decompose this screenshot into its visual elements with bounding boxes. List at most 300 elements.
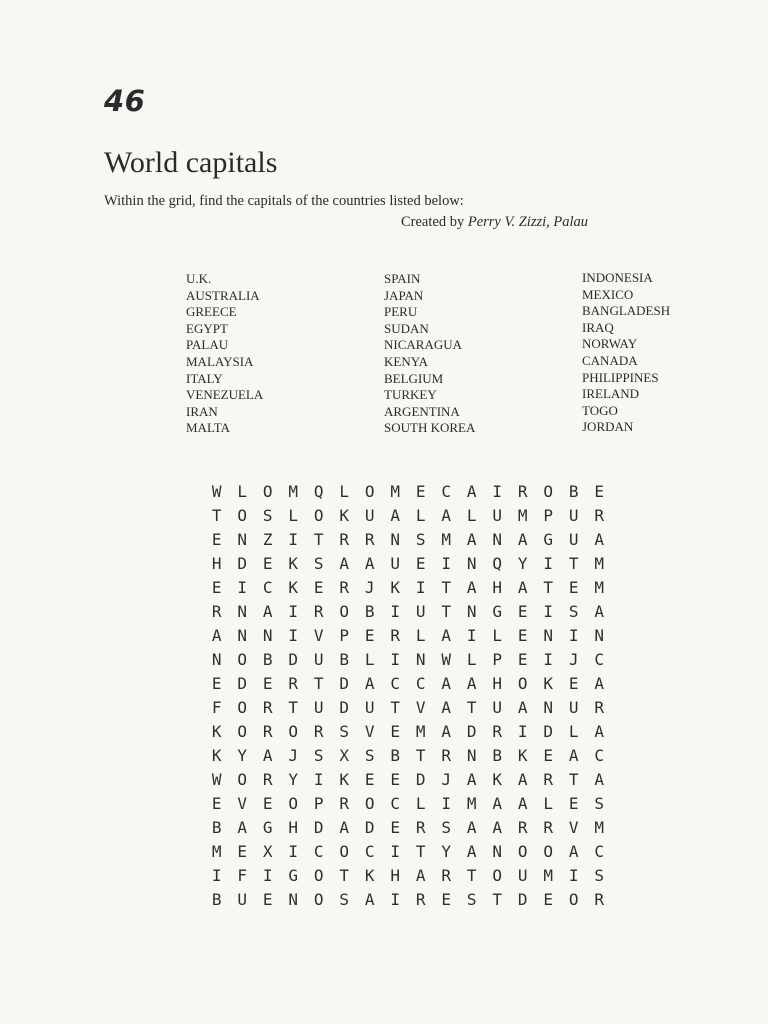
- grid-letter: N: [466, 602, 477, 621]
- grid-letter: R: [594, 890, 605, 909]
- grid-letter: T: [568, 770, 579, 789]
- grid-letter: K: [390, 578, 401, 597]
- grid-letter: R: [492, 722, 503, 741]
- grid-letter: U: [237, 890, 248, 909]
- grid-letter: R: [262, 722, 273, 741]
- grid-letter: J: [568, 650, 579, 669]
- grid-letter: E: [211, 794, 222, 813]
- grid-letter: E: [313, 578, 324, 597]
- grid-letter: I: [466, 626, 477, 645]
- grid-letter: R: [339, 578, 350, 597]
- grid-letter: I: [492, 482, 503, 501]
- grid-letter: C: [594, 746, 605, 765]
- credit-author: Perry V. Zizzi, Palau: [467, 214, 589, 230]
- grid-row: [204, 816, 612, 840]
- grid-row: [204, 624, 612, 648]
- grid-letter: V: [568, 818, 579, 837]
- grid-letter: P: [543, 506, 554, 525]
- grid-row: [204, 888, 612, 912]
- grid-letter: O: [313, 890, 324, 909]
- grid-letter: A: [492, 818, 503, 837]
- grid-letter: I: [415, 578, 426, 597]
- grid-letter: Q: [492, 554, 503, 573]
- country-item: IRAN: [186, 403, 218, 419]
- grid-letter: I: [390, 842, 401, 861]
- credit-prefix: Created by: [401, 214, 465, 230]
- grid-letter: M: [390, 482, 401, 501]
- grid-letter: V: [364, 722, 375, 741]
- grid-letter: H: [492, 674, 503, 693]
- grid-letter: E: [543, 890, 554, 909]
- grid-letter: T: [313, 530, 324, 549]
- country-item: IRELAND: [582, 386, 640, 402]
- grid-letter: B: [492, 746, 503, 765]
- grid-letter: R: [415, 890, 426, 909]
- grid-letter: A: [390, 506, 401, 525]
- grid-letter: O: [517, 842, 528, 861]
- grid-letter: I: [237, 578, 248, 597]
- credit-line: [401, 214, 588, 231]
- grid-letter: H: [492, 578, 503, 597]
- grid-letter: T: [568, 554, 579, 573]
- grid-letter: Y: [237, 746, 248, 765]
- word-search-grid: [204, 480, 612, 912]
- grid-letter: K: [517, 746, 528, 765]
- grid-letter: O: [543, 482, 554, 501]
- grid-letter: E: [364, 626, 375, 645]
- grid-letter: H: [288, 818, 299, 837]
- country-item: SOUTH KOREA: [384, 420, 476, 436]
- grid-letter: A: [415, 866, 426, 885]
- grid-letter: Y: [288, 770, 299, 789]
- grid-letter: E: [517, 602, 528, 621]
- grid-letter: X: [339, 746, 350, 765]
- grid-letter: D: [288, 650, 299, 669]
- grid-letter: M: [517, 506, 528, 525]
- grid-letter: L: [415, 506, 426, 525]
- grid-letter: T: [441, 578, 452, 597]
- country-list-column-1: [186, 271, 263, 437]
- grid-letter: I: [288, 602, 299, 621]
- grid-letter: N: [390, 530, 401, 549]
- grid-letter: T: [339, 866, 350, 885]
- grid-letter: U: [568, 530, 579, 549]
- country-item: NORWAY: [582, 336, 638, 352]
- grid-letter: R: [313, 602, 324, 621]
- grid-letter: T: [543, 578, 554, 597]
- grid-letter: U: [390, 554, 401, 573]
- grid-letter: L: [237, 482, 248, 501]
- grid-letter: H: [390, 866, 401, 885]
- instructions-text: Within the grid, find the capitals of the countries listed below:: [104, 193, 464, 209]
- grid-letter: I: [441, 794, 452, 813]
- grid-letter: E: [262, 674, 273, 693]
- grid-letter: A: [364, 674, 375, 693]
- grid-letter: M: [415, 722, 426, 741]
- grid-row: [204, 672, 612, 696]
- grid-letter: A: [466, 578, 477, 597]
- grid-letter: T: [466, 698, 477, 717]
- grid-letter: I: [441, 554, 452, 573]
- grid-letter: A: [466, 842, 477, 861]
- grid-letter: O: [237, 698, 248, 717]
- grid-letter: A: [594, 770, 605, 789]
- grid-letter: S: [262, 506, 273, 525]
- grid-letter: A: [568, 746, 579, 765]
- grid-letter: U: [313, 698, 324, 717]
- country-item: IRAQ: [582, 319, 614, 335]
- grid-row: [204, 840, 612, 864]
- grid-letter: R: [594, 698, 605, 717]
- country-item: MALTA: [186, 420, 230, 436]
- country-item: VENEZUELA: [186, 387, 264, 403]
- grid-letter: R: [517, 818, 528, 837]
- country-item: TURKEY: [384, 387, 437, 403]
- grid-letter: V: [237, 794, 248, 813]
- grid-letter: J: [364, 578, 375, 597]
- grid-letter: E: [517, 650, 528, 669]
- grid-letter: U: [568, 506, 579, 525]
- grid-letter: A: [262, 602, 273, 621]
- grid-letter: L: [339, 482, 350, 501]
- grid-letter: A: [568, 842, 579, 861]
- grid-row: [204, 744, 612, 768]
- grid-letter: S: [441, 818, 452, 837]
- grid-letter: L: [415, 626, 426, 645]
- grid-letter: C: [262, 578, 273, 597]
- grid-letter: I: [568, 866, 579, 885]
- grid-letter: O: [288, 794, 299, 813]
- country-item: GREECE: [186, 304, 237, 320]
- grid-letter: O: [313, 866, 324, 885]
- grid-letter: U: [517, 866, 528, 885]
- grid-letter: G: [492, 602, 503, 621]
- grid-letter: U: [492, 698, 503, 717]
- grid-letter: G: [262, 818, 273, 837]
- grid-letter: D: [466, 722, 477, 741]
- grid-letter: I: [288, 842, 299, 861]
- grid-letter: S: [339, 722, 350, 741]
- country-item: JORDAN: [582, 419, 634, 435]
- grid-letter: N: [543, 626, 554, 645]
- grid-row: [204, 552, 612, 576]
- grid-letter: N: [237, 530, 248, 549]
- grid-letter: M: [288, 482, 299, 501]
- grid-letter: S: [466, 890, 477, 909]
- grid-letter: N: [492, 530, 503, 549]
- grid-letter: A: [466, 482, 477, 501]
- grid-letter: R: [262, 698, 273, 717]
- grid-letter: N: [594, 626, 605, 645]
- grid-letter: C: [313, 842, 324, 861]
- country-item: CANADA: [582, 352, 638, 368]
- grid-letter: R: [441, 746, 452, 765]
- grid-letter: B: [211, 890, 222, 909]
- grid-letter: S: [594, 794, 605, 813]
- grid-letter: U: [492, 506, 503, 525]
- grid-letter: B: [364, 602, 375, 621]
- grid-letter: A: [517, 698, 528, 717]
- grid-letter: N: [262, 626, 273, 645]
- grid-letter: C: [594, 650, 605, 669]
- grid-letter: I: [288, 530, 299, 549]
- grid-letter: T: [211, 506, 222, 525]
- grid-letter: R: [211, 602, 222, 621]
- grid-letter: L: [364, 650, 375, 669]
- grid-letter: U: [313, 650, 324, 669]
- grid-letter: O: [364, 794, 375, 813]
- grid-letter: D: [339, 698, 350, 717]
- grid-letter: I: [543, 554, 554, 573]
- grid-letter: E: [364, 770, 375, 789]
- grid-letter: A: [594, 722, 605, 741]
- grid-letter: N: [466, 746, 477, 765]
- grid-letter: A: [441, 722, 452, 741]
- grid-letter: C: [390, 794, 401, 813]
- grid-letter: R: [517, 482, 528, 501]
- grid-letter: E: [211, 578, 222, 597]
- grid-letter: A: [364, 554, 375, 573]
- grid-letter: K: [211, 722, 222, 741]
- grid-letter: O: [288, 722, 299, 741]
- country-item: ARGENTINA: [384, 403, 460, 419]
- grid-letter: O: [313, 506, 324, 525]
- country-item: MEXICO: [582, 286, 634, 302]
- grid-letter: Z: [262, 530, 273, 549]
- grid-letter: D: [313, 818, 324, 837]
- grid-letter: A: [364, 890, 375, 909]
- grid-letter: B: [390, 746, 401, 765]
- grid-letter: W: [211, 482, 222, 501]
- grid-row: [204, 696, 612, 720]
- grid-letter: O: [262, 482, 273, 501]
- grid-letter: T: [441, 602, 452, 621]
- grid-letter: L: [543, 794, 554, 813]
- grid-letter: K: [543, 674, 554, 693]
- grid-letter: A: [262, 746, 273, 765]
- grid-letter: M: [594, 578, 605, 597]
- grid-letter: B: [211, 818, 222, 837]
- grid-letter: N: [211, 650, 222, 669]
- grid-letter: A: [441, 674, 452, 693]
- grid-letter: M: [594, 554, 605, 573]
- grid-letter: R: [364, 530, 375, 549]
- grid-letter: N: [288, 890, 299, 909]
- grid-letter: U: [364, 698, 375, 717]
- grid-letter: O: [543, 842, 554, 861]
- grid-letter: S: [339, 890, 350, 909]
- grid-letter: A: [517, 770, 528, 789]
- grid-letter: E: [237, 842, 248, 861]
- grid-letter: K: [288, 578, 299, 597]
- grid-letter: R: [415, 818, 426, 837]
- grid-letter: L: [466, 506, 477, 525]
- grid-letter: M: [211, 842, 222, 861]
- grid-letter: P: [313, 794, 324, 813]
- grid-letter: A: [339, 818, 350, 837]
- grid-letter: E: [415, 554, 426, 573]
- grid-letter: M: [466, 794, 477, 813]
- grid-letter: A: [594, 674, 605, 693]
- country-item: ITALY: [186, 370, 223, 386]
- grid-row: [204, 528, 612, 552]
- grid-letter: W: [441, 650, 452, 669]
- grid-letter: E: [543, 746, 554, 765]
- page-title: World capitals: [104, 146, 278, 179]
- grid-letter: A: [441, 626, 452, 645]
- grid-letter: B: [339, 650, 350, 669]
- grid-row: [204, 792, 612, 816]
- grid-letter: O: [492, 866, 503, 885]
- grid-letter: C: [390, 674, 401, 693]
- grid-letter: I: [390, 602, 401, 621]
- grid-letter: D: [339, 674, 350, 693]
- grid-row: [204, 864, 612, 888]
- grid-letter: E: [390, 722, 401, 741]
- grid-letter: L: [492, 626, 503, 645]
- country-item: NICARAGUA: [384, 337, 462, 353]
- grid-letter: I: [543, 650, 554, 669]
- country-list-column-3: [582, 270, 670, 436]
- grid-letter: E: [568, 794, 579, 813]
- grid-letter: R: [262, 770, 273, 789]
- grid-letter: O: [237, 506, 248, 525]
- grid-letter: Y: [441, 842, 452, 861]
- grid-letter: T: [390, 698, 401, 717]
- grid-letter: L: [466, 650, 477, 669]
- grid-letter: S: [313, 554, 324, 573]
- grid-letter: V: [313, 626, 324, 645]
- grid-letter: K: [339, 506, 350, 525]
- grid-letter: G: [543, 530, 554, 549]
- grid-letter: A: [211, 626, 222, 645]
- country-item: AUSTRALIA: [186, 287, 260, 303]
- grid-letter: R: [441, 866, 452, 885]
- grid-letter: I: [211, 866, 222, 885]
- grid-row: [204, 480, 612, 504]
- grid-letter: O: [339, 602, 350, 621]
- grid-letter: D: [415, 770, 426, 789]
- country-item: PALAU: [186, 337, 229, 353]
- grid-letter: X: [262, 842, 273, 861]
- grid-letter: M: [441, 530, 452, 549]
- grid-letter: L: [415, 794, 426, 813]
- country-item: KENYA: [384, 353, 429, 369]
- grid-letter: D: [517, 890, 528, 909]
- grid-letter: I: [313, 770, 324, 789]
- grid-letter: O: [568, 890, 579, 909]
- grid-row: [204, 576, 612, 600]
- grid-letter: A: [594, 530, 605, 549]
- grid-letter: O: [237, 722, 248, 741]
- country-item: U.K.: [186, 271, 212, 286]
- grid-letter: Y: [517, 554, 528, 573]
- grid-letter: A: [466, 770, 477, 789]
- grid-letter: I: [262, 866, 273, 885]
- grid-letter: A: [441, 698, 452, 717]
- grid-letter: U: [568, 698, 579, 717]
- grid-letter: T: [415, 746, 426, 765]
- grid-letter: O: [339, 842, 350, 861]
- grid-letter: E: [594, 482, 605, 501]
- grid-letter: T: [492, 890, 503, 909]
- grid-letter: H: [211, 554, 222, 573]
- grid-letter: S: [415, 530, 426, 549]
- grid-letter: C: [594, 842, 605, 861]
- grid-letter: A: [466, 674, 477, 693]
- grid-letter: A: [492, 794, 503, 813]
- grid-letter: K: [211, 746, 222, 765]
- grid-letter: R: [390, 626, 401, 645]
- grid-letter: I: [517, 722, 528, 741]
- grid-letter: N: [492, 842, 503, 861]
- grid-letter: E: [211, 530, 222, 549]
- grid-letter: T: [313, 674, 324, 693]
- country-item: PERU: [384, 304, 418, 320]
- country-item: EGYPT: [186, 320, 228, 336]
- grid-letter: N: [237, 626, 248, 645]
- grid-letter: I: [390, 890, 401, 909]
- grid-letter: D: [237, 674, 248, 693]
- grid-letter: N: [543, 698, 554, 717]
- grid-letter: U: [364, 506, 375, 525]
- grid-letter: I: [543, 602, 554, 621]
- country-item: BANGLADESH: [582, 303, 671, 319]
- grid-letter: K: [339, 770, 350, 789]
- grid-row: [204, 600, 612, 624]
- country-item: SPAIN: [384, 271, 421, 286]
- country-item: MALAYSIA: [186, 353, 254, 369]
- grid-letter: C: [415, 674, 426, 693]
- grid-letter: L: [568, 722, 579, 741]
- grid-letter: K: [492, 770, 503, 789]
- puzzle-number: 46: [104, 84, 146, 118]
- grid-letter: E: [262, 890, 273, 909]
- country-item: INDONESIA: [582, 270, 653, 285]
- country-item: BELGIUM: [384, 370, 444, 386]
- grid-letter: N: [415, 650, 426, 669]
- country-item: JAPAN: [384, 287, 424, 303]
- grid-letter: S: [313, 746, 324, 765]
- grid-letter: E: [262, 554, 273, 573]
- grid-letter: E: [211, 674, 222, 693]
- grid-letter: R: [339, 794, 350, 813]
- grid-letter: U: [415, 602, 426, 621]
- grid-letter: G: [288, 866, 299, 885]
- grid-letter: A: [339, 554, 350, 573]
- grid-letter: E: [262, 794, 273, 813]
- grid-letter: M: [594, 818, 605, 837]
- grid-letter: E: [568, 578, 579, 597]
- grid-row: [204, 768, 612, 792]
- grid-letter: A: [466, 818, 477, 837]
- grid-letter: F: [211, 698, 222, 717]
- country-list-column-2: [384, 271, 475, 437]
- grid-letter: R: [594, 506, 605, 525]
- grid-letter: T: [415, 842, 426, 861]
- grid-letter: R: [288, 674, 299, 693]
- grid-letter: E: [441, 890, 452, 909]
- grid-letter: E: [517, 626, 528, 645]
- grid-letter: C: [364, 842, 375, 861]
- grid-letter: P: [339, 626, 350, 645]
- grid-letter: A: [441, 506, 452, 525]
- grid-letter: Q: [313, 482, 324, 501]
- grid-letter: R: [543, 818, 554, 837]
- grid-letter: A: [594, 602, 605, 621]
- grid-letter: I: [288, 626, 299, 645]
- grid-row: [204, 720, 612, 744]
